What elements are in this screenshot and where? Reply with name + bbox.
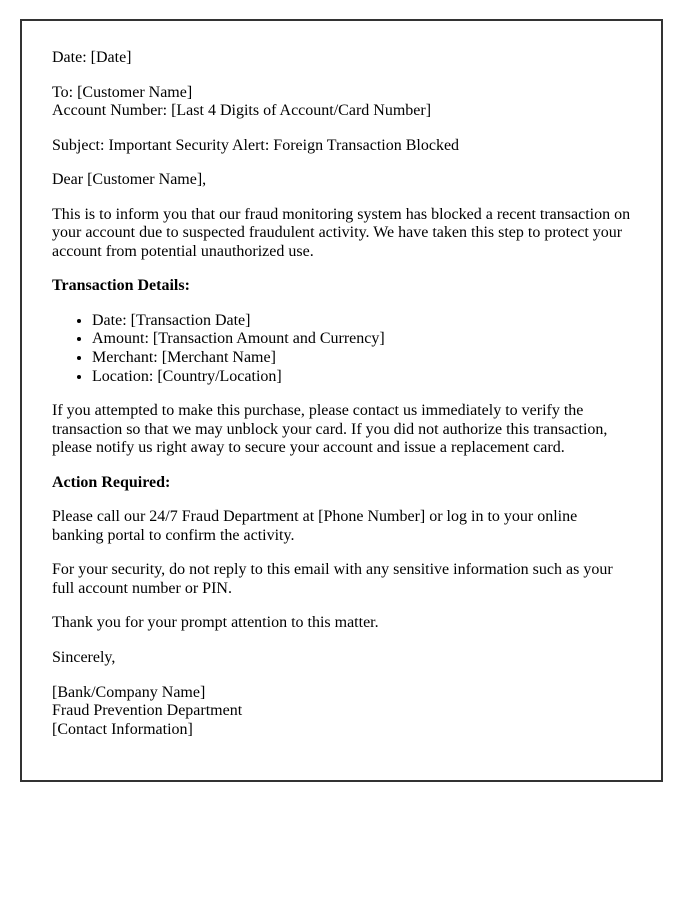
subject-line: Subject: Important Security Alert: Foreign Transaction Blocked [52, 136, 460, 154]
recipient-block [52, 84, 631, 121]
verify-paragraph: If you attempted to make this purchase, please contact us immediately to verify the transaction so that we may unblock your card. If you did not authorize this transaction, please notify us right away to secure your account and issue a replacement card. [52, 402, 608, 457]
signature-contact-line: [Contact Information] [52, 720, 193, 738]
transaction-details-heading: Transaction Details: [52, 277, 190, 295]
signature-company-line: [Bank/Company Name] [52, 683, 206, 701]
transaction-detail-date: • Date: [Transaction Date] [92, 312, 631, 331]
transaction-detail-amount: • Amount: [Transaction Amount and Currency] [92, 330, 631, 349]
signature-department-line: Fraud Prevention Department [52, 702, 243, 720]
closing: Sincerely, [52, 649, 116, 667]
letter-container [20, 19, 663, 782]
intro-paragraph: This is to inform you that our fraud monitoring system has blocked a recent transaction on your account due to suspected fraudulent activity. We have taken this step to protect your account from potential unauthorized use. [52, 205, 631, 260]
date-line: Date: [Date] [52, 49, 132, 66]
signature-block [52, 684, 631, 740]
transaction-detail-location: • Location: [Country/Location] [92, 368, 631, 387]
action-required-heading: Action Required: [52, 473, 171, 491]
to-line: To: [Customer Name] [52, 83, 193, 101]
transaction-detail-merchant: • Merchant: [Merchant Name] [92, 349, 631, 368]
security-paragraph: For your security, do not reply to this email with any sensitive information such as your full account number or PIN. [52, 561, 613, 597]
account-number-line: Account Number: [Last 4 Digits of Account/Card Number] [52, 102, 432, 120]
salutation: Dear [Customer Name], [52, 171, 207, 189]
transaction-details-list [52, 312, 631, 386]
thanks-paragraph: Thank you for your prompt attention to this matter. [52, 614, 379, 632]
action-paragraph: Please call our 24/7 Fraud Department at [Phone Number] or log in to your online banking portal to confirm the activity. [52, 508, 578, 544]
